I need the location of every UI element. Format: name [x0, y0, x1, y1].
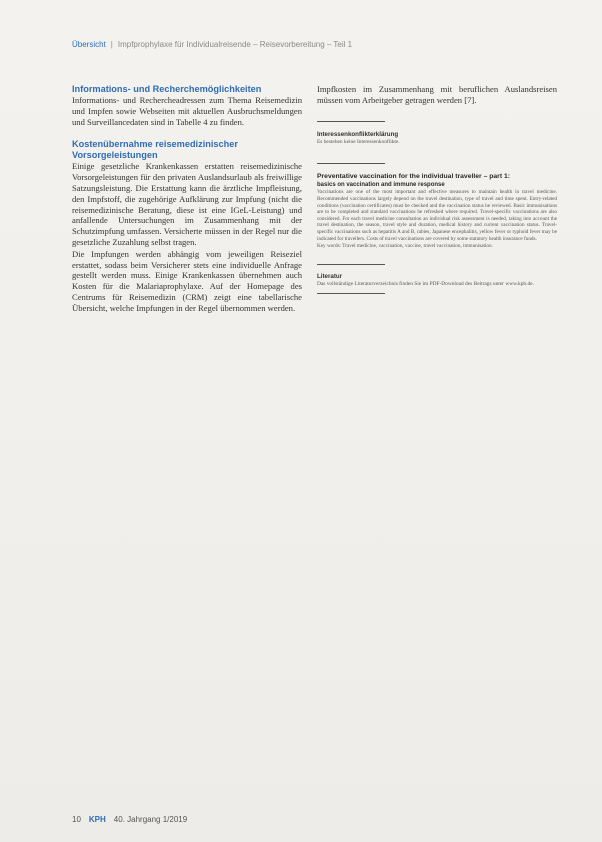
page-footer	[72, 815, 187, 824]
left-column	[72, 84, 302, 314]
cost-paragraph-1: Einige gesetzliche Krankenkassen erstatten reisemedizinische Vorsorgeleistungen für den privaten Auslandsurlaub als freiwillige Satzungsleistung. Die Erstattung kann die ärztliche Impfleistung, den Impfstoff, die zugehörige Aufklärung zur Impfung (nicht die reisemedizinische Beratung, diese ist eine IGeL-Leistung) und anfallende Untersuchungen im Zusammenhang mit der Schutzimpfung umfassen. Versicherte müssen in der Regel nur die gesetzliche Zuzahlung selbst tragen.	[72, 161, 302, 247]
running-header	[72, 40, 552, 49]
intro-paragraph: Impfkosten im Zusammenhang mit beruflichen Auslandsreisen müssen vom Arbeitgeber getragen werden [7].	[317, 84, 557, 105]
cost-paragraph-2: Die Impfungen werden abhängig vom jeweiligen Reiseziel erstattet, sodass beim Versicherer stets eine individuelle Anfrage gestellt werden muss. Einige Krankenkassen übernehmen auch Kosten für die Malariaprophylaxe. Auf der Homepage des Centrums für Reisemedizin (CRM) zeigt eine tabellarische Übersicht, welche Impfungen in der Regel übernommen werden.	[72, 248, 302, 313]
english-abstract: Vaccinations are one of the most important and effective measures to maintain health in travel medicine. Recommended vaccinations largely depend on the travel destination, type of travel and time spent. Entry-related conditions (vaccination certificates) must be checked and the vaccination status be reviewed. Basic immunisations are to be completed and standard vaccinations be refreshed where required. Travel-specific vaccinations are also considered. For each travel medicine consultation an individual risk assessment is needed, taking into account the travel destination, the season, travel style and duration, medical history and current vaccination status. Travel-specific vaccinations such as hepatitis A and B, rabies, Japanese encephalitis, yellow fever or typhoid fever may be indicated for travellers. Costs of travel vaccinations are covered by some statutory health insurance funds.	[317, 189, 557, 242]
header-separator: |	[110, 40, 113, 49]
info-paragraph: Informations- und Rechercheadressen zum Thema Reisemedizin und Impfen sowie Webseiten mit aktuellen Ausbruchsmeldungen und Surveillancedaten sind in Tabelle 4 zu finden.	[72, 95, 302, 127]
journal-name: KPH	[88, 815, 106, 824]
divider	[317, 264, 385, 265]
literature-text: Das vollständige Literaturverzeichnis finden Sie im PDF-Download des Beitrags unter www.kph.de.	[317, 280, 534, 287]
journal-volume: 40. Jahrgang 1/2019	[113, 815, 188, 824]
english-title: Preventative vaccination for the individual traveller – part 1:	[317, 173, 511, 181]
section-label: Übersicht	[72, 40, 106, 49]
divider	[317, 121, 385, 122]
divider	[317, 293, 385, 294]
english-keywords: Key words: Travel medicine, vaccination, vaccine, travel vaccination, immunisation.	[317, 243, 493, 250]
divider	[317, 163, 385, 164]
conflict-text: Es bestehen keine Interessenkonflikte.	[317, 138, 400, 145]
literature-heading: Literatur	[317, 272, 343, 280]
info-heading: Informations- und Recherchemöglichkeiten	[72, 84, 262, 94]
english-subtitle: basics on vaccination and immune response	[317, 181, 445, 188]
header-title: Impfprophylaxe für Individualreisende – Reisevorbereitung – Teil 1	[117, 40, 353, 49]
right-column	[317, 84, 557, 294]
conflict-heading: Interessenkonflikterklärung	[317, 130, 399, 138]
page-number: 10	[72, 815, 81, 824]
cost-heading: Kostenübernahme reisemedizinischer Vorsorgeleistungen	[72, 139, 238, 161]
